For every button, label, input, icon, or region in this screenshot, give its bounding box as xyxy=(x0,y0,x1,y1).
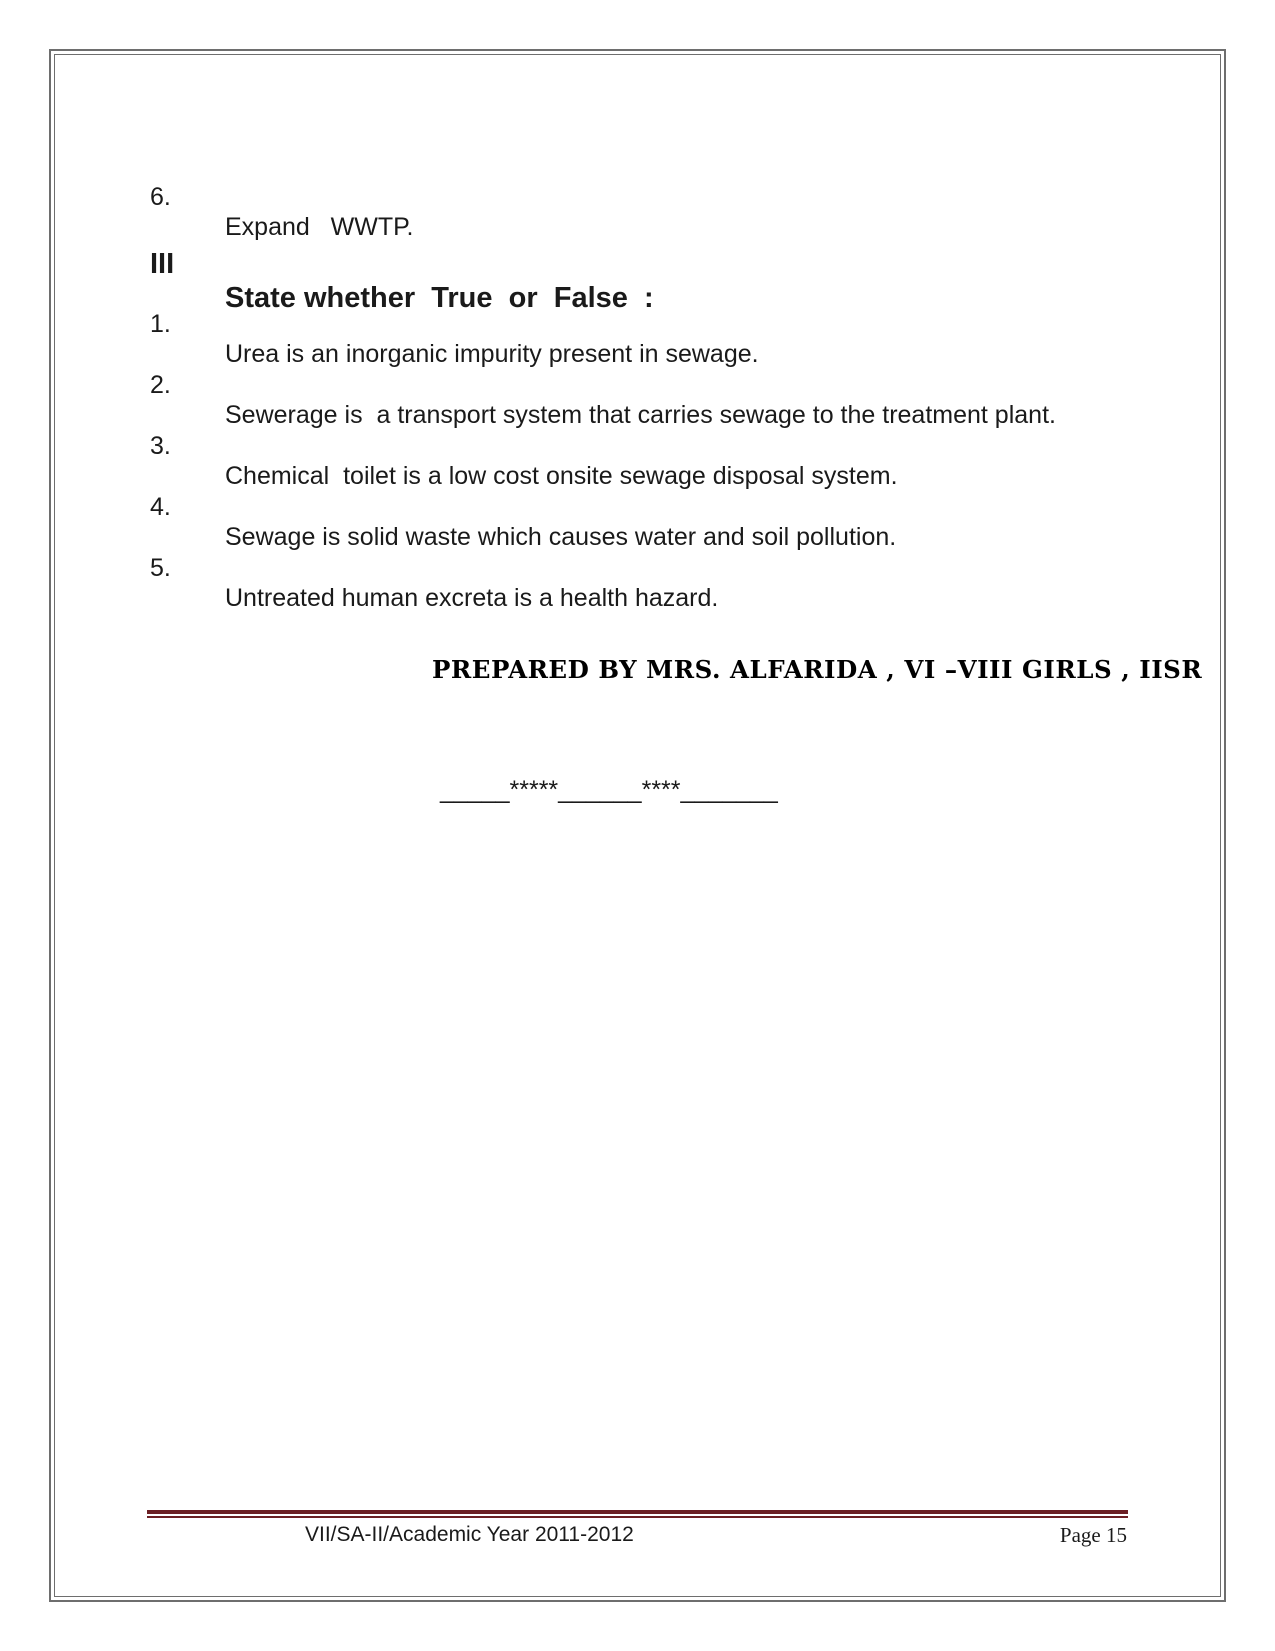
section-title: State whether True or False : xyxy=(225,282,654,314)
item-text: Sewage is solid waste which causes water and soil pollution. xyxy=(225,523,897,551)
end-divider: _____*****______****_______ xyxy=(440,776,778,804)
footer-rule-thin xyxy=(147,1516,1128,1518)
item-number: 5. xyxy=(150,554,171,582)
page-number: Page 15 xyxy=(1059,1523,1127,1547)
footer-course-label: VII/SA-II/Academic Year 2011-2012 xyxy=(305,1523,634,1546)
item-number: 2. xyxy=(150,371,171,399)
footer-rule xyxy=(147,1510,1128,1514)
prepared-by: PREPARED BY MRS. ALFARIDA , VI –VIII GIRLS , IISR xyxy=(432,655,1203,684)
question-number: 6. xyxy=(150,183,171,211)
section-number: III xyxy=(150,248,175,280)
item-number: 4. xyxy=(150,493,171,521)
item-text: Untreated human excreta is a health hazard. xyxy=(225,584,719,612)
item-text: Sewerage is a transport system that carries sewage to the treatment plant. xyxy=(225,401,1056,429)
question-text: Expand WWTP. xyxy=(225,213,414,241)
item-text: Chemical toilet is a low cost onsite sewage disposal system. xyxy=(225,462,898,490)
item-number: 1. xyxy=(150,310,171,338)
item-text: Urea is an inorganic impurity present in sewage. xyxy=(225,340,759,368)
item-number: 3. xyxy=(150,432,171,460)
